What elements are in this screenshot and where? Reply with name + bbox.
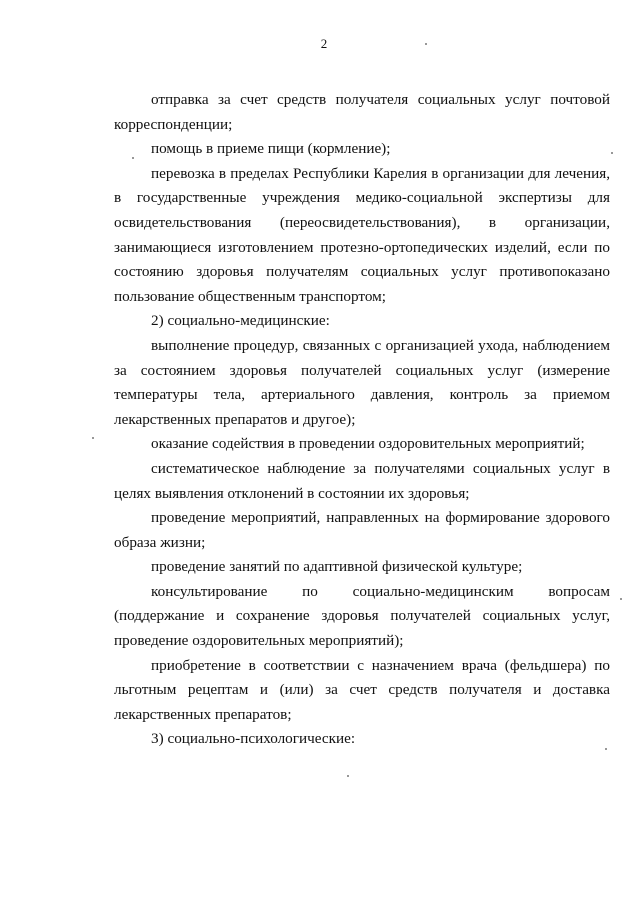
paragraph: помощь в приеме пищи (кормление); <box>151 140 391 158</box>
scan-speck <box>620 598 622 600</box>
scan-speck <box>347 775 349 777</box>
section-heading: 2) социально-медицинские: <box>151 312 330 330</box>
document-body <box>114 88 610 752</box>
paragraph: систематическое наблюдение за получателями социальных услуг в целях выявления отклонений в состоянии их здоровья; <box>114 459 610 502</box>
paragraph: приобретение в соответствии с назначением врача (фельдшера) по льготным рецептам и (или) за счет средств получателя и доставка лекарственных препаратов; <box>114 656 610 723</box>
paragraph: отправка за счет средств получателя социальных услуг почтовой корреспонденции; <box>114 91 610 133</box>
paragraph: проведение занятий по адаптивной физической культуре; <box>151 558 523 576</box>
scan-speck <box>611 152 613 154</box>
scan-speck <box>605 748 607 750</box>
paragraph: оказание содействия в проведении оздоровительных мероприятий; <box>151 435 585 453</box>
section-heading: 3) социально-психологические: <box>151 730 356 748</box>
paragraph: проведение мероприятий, направленных на формирование здорового образа жизни; <box>114 509 610 551</box>
paragraph: перевозка в пределах Республики Карелия в организации для лечения, в государственные учреждения медико-социальной экспертизы для освидетельствования (переосвидетельствования), в организации, занимающиеся изготовлением протезно-ортопедических изделий, если по состоянию здоровья получателям социальных услуг противопоказано пользование общественным транспортом; <box>114 164 610 305</box>
paragraph: выполнение процедур, связанных с организацией ухода, наблюдением за состоянием здоровья получателей социальных услуг (измерение температуры тела, артериального давления, контроль за приемом лекарственных препаратов и другое); <box>114 336 610 428</box>
scan-speck <box>132 157 134 159</box>
paragraph: консультирование по социально-медицинским вопросам (поддержание и сохранение здоровья получателей социальных услуг, проведение оздоровительных мероприятий); <box>114 582 610 650</box>
scan-speck <box>425 43 427 45</box>
page-number: 2 <box>320 36 328 51</box>
scan-speck <box>92 437 94 439</box>
